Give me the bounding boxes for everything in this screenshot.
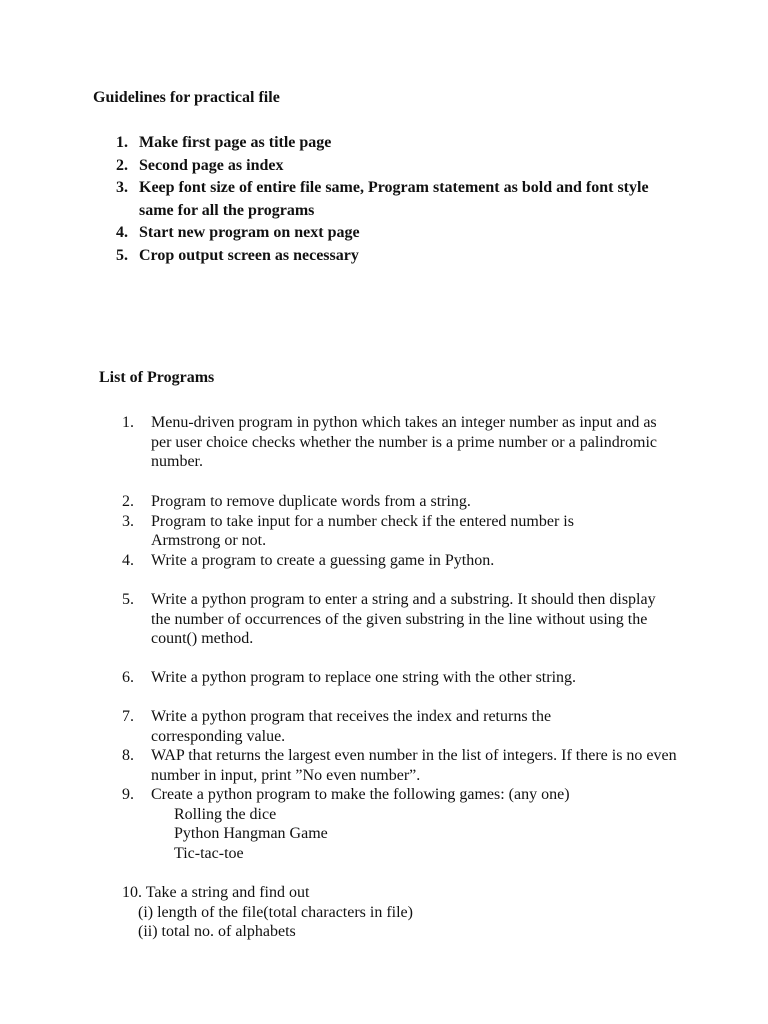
program-item [122,512,632,551]
guideline-number: 2. [116,156,128,174]
guidelines-heading: Guidelines for practical file [93,89,280,106]
program-text: Write a python program to enter a string and a substring. It should then display the number of occurrences of the given substring in the line without using the count() method. [151,591,656,647]
program-text: Create a python program to make the following games: (any one) [151,786,570,803]
game-option: Rolling the dice [174,805,277,823]
guideline-text: Second page as index [139,156,284,174]
program-item [122,492,702,512]
program-text: Write a python program to replace one string with the other string. [151,669,577,686]
guideline-text: Make first page as title page [139,134,332,151]
program-item [122,707,632,746]
program-text: Write a python program that receives the index and returns the corresponding value. [151,708,552,745]
program-item [122,668,702,688]
game-option: Tic-tac-toe [174,844,244,862]
guideline-number: 3. [116,179,128,196]
guideline-item [116,177,686,222]
guideline-number: 1. [116,134,128,151]
game-option: Python Hangman Game [174,825,328,842]
guideline-item [116,222,716,245]
program-number: 4. [122,551,134,569]
program-number: 6. [122,669,134,686]
program-text: Program to take input for a number check if the entered number is Armstrong or not. [151,512,574,549]
guideline-number: 4. [116,224,128,241]
programs-heading: List of Programs [99,369,215,386]
guideline-item [116,132,716,155]
program-number: 7. [122,708,134,725]
program-item [122,785,702,805]
guideline-number: 5. [116,246,128,264]
guideline-item [116,245,716,268]
program-text: Program to remove duplicate words from a string. [151,493,471,510]
guideline-item [116,155,716,178]
program-text: WAP that returns the largest even number in the list of integers. If there is no even number in input, print ”No even number”. [151,747,677,784]
program-subitem: (ii) total no. of alphabets [138,923,296,940]
program-subitem: (i) length of the file(total characters in file) [138,903,413,921]
program-number: 5. [122,591,134,608]
program-item [122,551,702,571]
program-item [122,590,672,649]
program-number: 1. [122,414,134,431]
guideline-text: Keep font size of entire file same, Program statement as bold and font style same for all the programs [139,179,649,219]
program-item-10: 10. Take a string and find out [122,884,310,901]
program-number: 8. [122,747,134,764]
program-text: Menu-driven program in python which takes an integer number as input and as per user choice checks whether the number is a prime number or a palindromic number. [151,414,658,470]
guideline-text: Start new program on next page [139,224,360,241]
program-number: 3. [122,512,134,530]
guideline-text: Crop output screen as necessary [139,246,359,264]
program-number: 2. [122,493,134,510]
program-item [122,413,677,472]
program-item [122,746,677,785]
program-number: 9. [122,786,134,803]
program-text: Write a program to create a guessing game in Python. [151,551,495,569]
